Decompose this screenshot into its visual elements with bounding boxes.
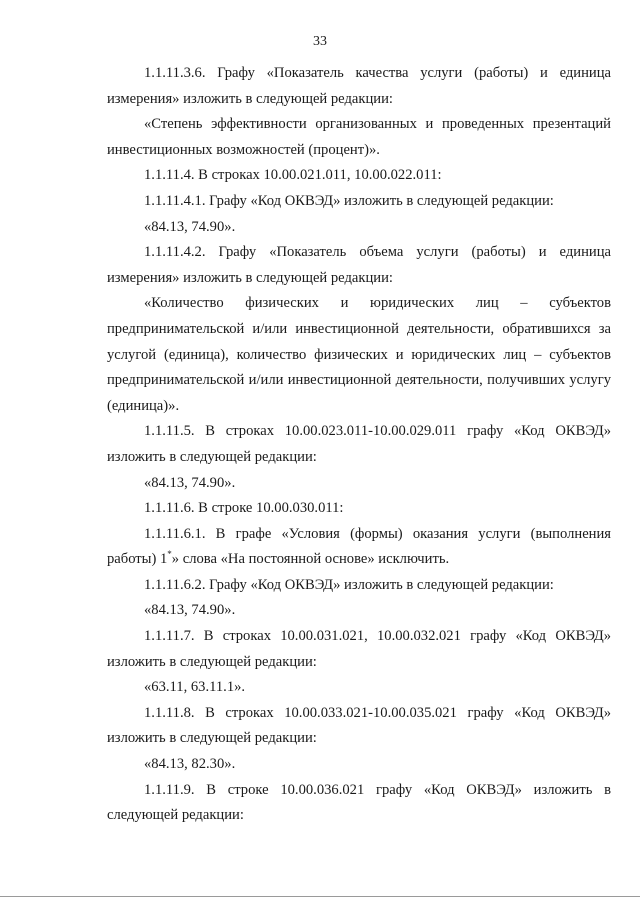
paragraph: «84.13, 74.90». xyxy=(144,218,236,235)
paragraph-text: 1.1.11.6.1. В графе «Условия (формы) оказания услуги (выполнения работы) 1 xyxy=(107,525,611,568)
paragraph: «84.13, 82.30». xyxy=(144,756,236,773)
paragraph: 1.1.11.8. В строках 10.00.033.021-10.00.035.021 графу «Код ОКВЭД» изложить в следующей редакции: xyxy=(107,704,611,747)
paragraph: 1.1.11.5. В строках 10.00.023.011-10.00.029.011 графу «Код ОКВЭД» изложить в следующей редакции: xyxy=(107,423,611,465)
paragraph: «63.11, 63.11.1». xyxy=(144,679,246,696)
paragraph: 1.1.11.3.6. Графу «Показатель качества услуги (работы) и единица измерения» изложить в следующей редакции: xyxy=(107,65,611,107)
paragraph: 1.1.11.9. В строке 10.00.036.021 графу «Код ОКВЭД» изложить в следующей редакции: xyxy=(107,781,611,824)
paragraph: 1.1.11.4.2. Графу «Показатель объема услуги (работы) и единица измерения» изложить в следующей редакции: xyxy=(107,244,611,286)
page-number: 33 xyxy=(313,34,327,49)
page-bottom-edge xyxy=(0,896,640,897)
paragraph: 1.1.11.7. В строках 10.00.031.021, 10.00.032.021 графу «Код ОКВЭД» изложить в следующей редакции: xyxy=(107,628,611,670)
document-body xyxy=(107,61,611,829)
paragraph: «Степень эффективности организованных и проведенных презентаций инвестиционных возможностей (процент)». xyxy=(107,116,611,158)
paragraph: «Количество физических и юридических лиц – субъектов предпринимательской и/или инвестиционной деятельности, обратившихся за услугой (единица), количество физических и юридических лиц – субъектов предпринимательской и/или инвестиционной деятельности, получивших услугу (единица)». xyxy=(107,295,611,414)
paragraph: 1.1.11.6.2. Графу «Код ОКВЭД» изложить в следующей редакции: xyxy=(144,576,554,593)
paragraph-text: » слова «На постоянной основе» исключить. xyxy=(171,551,450,568)
paragraph: 1.1.11.4. В строках 10.00.021.011, 10.00.022.011: xyxy=(144,167,442,184)
paragraph: «84.13, 74.90». xyxy=(144,602,236,619)
paragraph: «84.13, 74.90». xyxy=(144,474,236,491)
paragraph: 1.1.11.4.1. Графу «Код ОКВЭД» изложить в следующей редакции: xyxy=(144,192,554,209)
footnote-mark: * xyxy=(167,549,172,560)
paragraph xyxy=(107,522,611,573)
paragraph: 1.1.11.6. В строке 10.00.030.011: xyxy=(144,500,344,517)
